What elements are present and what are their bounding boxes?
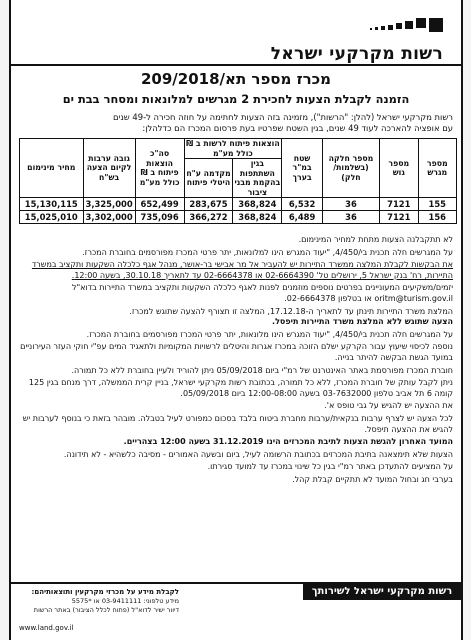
- col-dev-infra: בגין השתתפות בהקמת מבני ציבור: [234, 159, 281, 197]
- body-text: [19, 235, 453, 487]
- col-block: מספר גוש: [380, 139, 418, 198]
- contact-line: מידע טלפוני: 03-9411111 או *5575: [71, 597, 179, 605]
- table-row: [20, 211, 457, 224]
- body-paragraph: את ההצעה יש להגיש על גבי טופס א'.: [324, 401, 453, 411]
- cell-total-dev: 652,499: [135, 198, 184, 211]
- cell-min-price: 15,130,115: [20, 198, 84, 211]
- cell-block: 7121: [380, 211, 418, 224]
- footer-contact: [19, 588, 179, 615]
- body-paragraph: על המגרשים חלה תכנית בי/4/450, "יעוד המגרש הינו מלונאות, יתר פרטי המכרז מפורסמים בחוברת המכרז.: [86, 329, 453, 339]
- contact-title: לקבלת מידע על מכרזי מקרקעין ותוצאותיהם:: [31, 588, 179, 596]
- body-paragraph: על המציעים להתעדכן באתר רמ"י בגין כל שינוי במכרז עד למועד סגירתו.: [207, 462, 453, 472]
- org-name: רשות מקרקעי ישראל: [270, 44, 443, 64]
- body-paragraph: נוספה לכיסוי שיעוץ עבור הקרקע ישלם הזוכה במכרז אגרות והיטלים לרשויות המקומיות ולתאגיד המים עפ"י חוקי העזר העירוניים במועד הגשת הבקשה להיתר בנייה.: [20, 342, 453, 362]
- rmi-logo: [270, 8, 443, 66]
- body-paragraph: בערבי חג ובחול המועד לא תתקיים קבלת קהל.: [292, 474, 453, 484]
- cell-dev-prelim: 283,675: [184, 198, 233, 211]
- cell-area: 6,532: [282, 198, 323, 211]
- cell-area: 6,489: [282, 211, 323, 224]
- intro-line: רשות מקרקעי ישראל (להלן: "הרשות"), מזמינה בזה הצעות לחתימה על חוזה חכירה ל-49 שנים: [113, 112, 453, 122]
- top-divider: [11, 64, 461, 66]
- footer-brand: רשות מקרקעי ישראל לשירותך: [303, 584, 461, 600]
- cell-block: 7121: [380, 198, 418, 211]
- tender-subtitle: הזמנה לקבלת הצעות לחכירת 2 מגרשים למלונאות ומסחר בבת ים: [62, 92, 410, 106]
- col-parcel: מספר חלקה (בשלמות/ חלק): [322, 139, 379, 198]
- website-link[interactable]: www.land.gov.il: [19, 624, 74, 632]
- body-paragraph: לכל הצעה יש לצרף ערבות בנקאית/ערבות מחברת ביטוח בלבד בסכום כמפורט לעיל בטבלה. מובהר בזאת כי בנוסף לערבות יש להגיש את ההצעה תיפסל.: [22, 413, 453, 434]
- col-min-price: מחיר מינימום: [20, 139, 84, 198]
- body-paragraph: הצעה שתוגש ללא המלצת משרד התיירות תיפסל.: [272, 317, 453, 327]
- col-area: שטח במ"ר בערך: [282, 139, 323, 198]
- body-paragraph: הצעות שלא תימצאנה בתיבת המכרזים בכתובת הרשומה לעיל, ביום ובשעה האמורים - מסיבה כלשהיא - לא תידונה.: [63, 449, 453, 459]
- col-plot: מספר מגרש: [418, 139, 456, 198]
- cell-dev-infra: 368,824: [233, 211, 282, 224]
- cell-total-dev: 735,096: [135, 211, 184, 224]
- col-dev-prelim: מקדמה ע"ח היטלי פיתוח: [184, 159, 233, 198]
- footer: [11, 582, 461, 640]
- body-paragraph: את הבקשות לקבלת המלצה ממשרד התיירות יש להעביר אל מר אבישי בר-אושר, מנהל אגף כלכלה השקעות ותקציב במשרד התיירות, רח' בנק ישראל 5, ירושלים טל' 02-6664390 או 02-6664378 עד לתאריך 30.10.18, בשעה 12:00.: [31, 260, 453, 280]
- intro-text: [19, 112, 453, 134]
- cell-min-price: 15,025,010: [20, 211, 84, 224]
- body-paragraph: המלצת משרד התיירות תינתן עד לתאריך ה-17.12.18, המלצה זו תצורף להצעה שתוגש למכרז.: [129, 306, 453, 316]
- cell-plot: 155: [418, 198, 456, 211]
- tender-notice: [9, 0, 463, 640]
- body-paragraph: ניתן לקבל עותק של חוברת המכרז, ללא כל תמורה, בכתובת רשות מקרקעי ישראל, בניין קרית הממשלה, דרך מנחם בגין 125 קומה 6 תל אביב טלפון 03-7632000 בשעה 12:00-08:00 ביום 05/09/2018.: [28, 378, 453, 398]
- tender-title: מכרז מספר תא/209/2018: [141, 70, 331, 88]
- cell-guarantee: 3,302,000: [83, 211, 135, 224]
- cell-plot: 156: [418, 211, 456, 224]
- body-paragraph: על המגרשים חלה תכנית בי/4/450, "יעוד המגרש הינו למלונאות, יתר פרטי המכרז מפורסמים בחוברת המכרז.: [82, 247, 453, 257]
- intro-line: עם אופציה להארכה לעוד 49 שנים, בגין השטח שפרטיו בעת פרסום המכרז הם כדלהלן:: [142, 123, 453, 133]
- body-paragraph: יזמים/משקיעים המעוניינים בפרטים נוספים מוזמנים לפנות לאגף כלכלה השקעות ותקציב במשרד התיירות בדוא"ל oritm@turism.gov.il או בטלפון 02-6664378.: [71, 283, 453, 303]
- col-dev-costs: הוצאות פיתוח לרשות ב ₪ כולל מע"מ: [184, 139, 282, 159]
- cell-guarantee: 3,325,000: [83, 198, 135, 211]
- cell-dev-infra: 368,824: [233, 198, 282, 211]
- cell-dev-prelim: 366,272: [184, 211, 233, 224]
- col-total-dev: סה"כ הוצאות פיתוח ב ₪ כולל מע"מ: [135, 139, 184, 198]
- plots-table: [19, 138, 457, 224]
- body-paragraph: לא תתקבלנה הצעות מתחת למחיר המינימום.: [298, 235, 453, 244]
- col-guarantee: גובה ערבות לקיום הצעה בש"ח: [83, 139, 135, 198]
- contact-line: דיוור ישיר לדוא"ל (פתוח לכלל הציבור) באתר הרשות: [33, 606, 179, 614]
- cell-parcel: 36: [322, 198, 379, 211]
- body-paragraph: המועד האחרון להגשת הצעות לתיבת המכרזים הינו 31.12.2019 בשעה 12:00 בצהריים.: [123, 437, 453, 447]
- table-row: [20, 198, 457, 211]
- cell-parcel: 36: [322, 211, 379, 224]
- body-paragraph: חוברת המכרז מפורסמת באתר האינטרנט של רמ"י ביום 05/09/2018 ניתן להוריד ולעיין בחוברת ללא כל תמורה.: [71, 365, 453, 375]
- logo-dots-icon: [353, 8, 443, 34]
